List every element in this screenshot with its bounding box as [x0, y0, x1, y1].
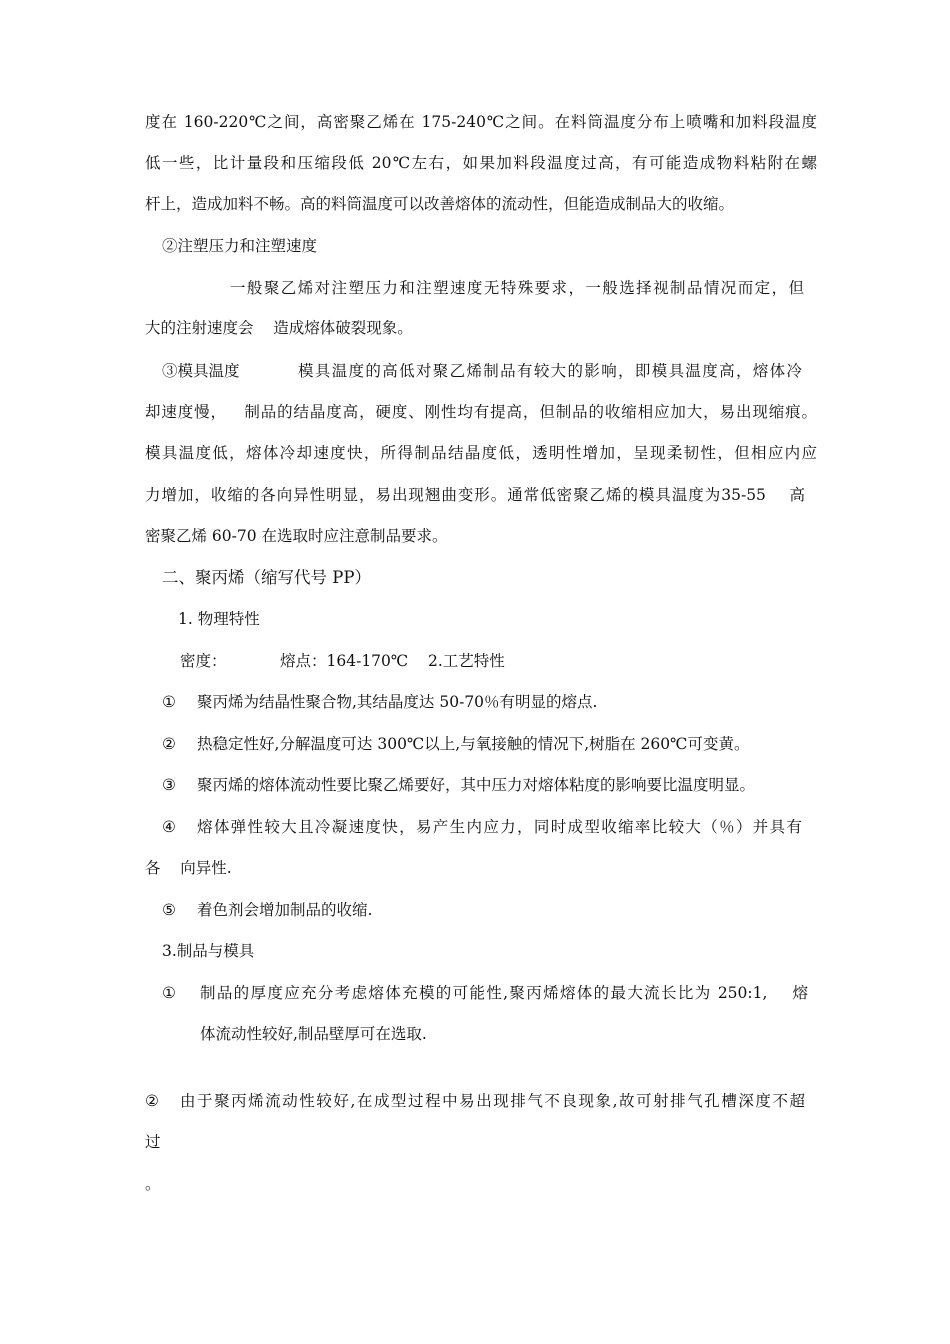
pressure-speed-line-1: 一般聚乙烯对注塑压力和注塑速度无特殊要求，一般选择视制品情况而定，但 — [230, 279, 804, 297]
density-label: 密度： — [180, 652, 227, 670]
product-2-number: ② — [145, 1092, 159, 1110]
product-1-line-1: 制品的厚度应充分考虑熔体充模的可能性,聚丙烯熔体的最大流长比为 250:1, 熔 — [200, 984, 808, 1002]
item-1-number: ① — [162, 693, 176, 711]
pressure-speed-heading: ②注塑压力和注塑速度 — [162, 237, 318, 255]
melting-point-text: 熔点：164-170℃ 2.工艺特性 — [280, 652, 505, 670]
product-2-line-2: 过 — [145, 1133, 161, 1151]
item-5-number: ⑤ — [162, 901, 176, 919]
item-3-text: 聚丙烯的熔体流动性要比聚乙烯要好，其中压力对熔体粘度的影响要比温度明显。 — [197, 776, 756, 794]
item-4-text: 熔体弹性较大且冷凝速度快，易产生内应力，同时成型收缩率比较大（％）并具有 — [197, 818, 802, 836]
pe-barrel-temp-line-2: 低一些，比计量段和压缩段低 20℃左右，如果加料段温度过高，有可能造成物料粘附在螺 — [145, 154, 817, 172]
item-4-number: ④ — [162, 818, 176, 836]
item-1-text: 聚丙烯为结晶性聚合物,其结晶度达 50-70％有明显的熔点. — [197, 693, 598, 711]
item-4-continuation: 各 向异性. — [145, 859, 232, 877]
mold-temp-line-3: 模具温度低，熔体冷却速度快，所得制品结晶度低，透明性增加，呈现柔韧性，但相应内应 — [145, 444, 817, 462]
item-2-text: 热稳定性好,分解温度可达 300℃以上,与氧接触的情况下,树脂在 260℃可变黄。 — [197, 735, 750, 753]
item-2-number: ② — [162, 735, 176, 753]
products-mold-heading: 3.制品与模具 — [162, 942, 255, 960]
mold-temp-heading: ③模具温度 — [162, 362, 240, 380]
product-1-number: ① — [162, 984, 176, 1002]
item-3-number: ③ — [162, 776, 176, 794]
product-2-line-3: 。 — [145, 1175, 161, 1193]
mold-temp-line-2: 却速度慢， 制品的结晶度高，硬度、刚性均有提高，但制品的收缩相应加大，易出现缩痕。 — [145, 403, 817, 421]
pressure-speed-line-2: 大的注射速度会 造成熔体破裂现象。 — [145, 319, 413, 337]
physical-properties-heading: 1. 物理特性 — [178, 610, 260, 628]
pe-barrel-temp-line-3: 杆上，造成加料不畅。高的料筒温度可以改善熔体的流动性，但能造成制品大的收缩。 — [145, 195, 735, 213]
pp-section-title: 二、聚丙烯（缩写代号 PP） — [162, 568, 371, 587]
pe-barrel-temp-line-1: 度在 160-220℃之间，高密聚乙烯在 175-240℃之间。在料筒温度分布上喷嘴和加料段温度 — [145, 113, 817, 131]
item-5-text: 着色剂会增加制品的收缩. — [197, 901, 373, 919]
mold-temp-line-1: 模具温度的高低对聚乙烯制品有较大的影响，即模具温度高，熔体冷 — [298, 362, 802, 380]
mold-temp-line-4: 力增加，收缩的各向异性明显，易出现翘曲变形。通常低密聚乙烯的模具温度为35-55 高 — [145, 486, 805, 504]
product-1-line-2: 体流动性较好,制品壁厚可在选取. — [200, 1025, 427, 1043]
mold-temp-line-5: 密聚乙烯 60-70 在选取时应注意制品要求。 — [145, 527, 448, 545]
product-2-line-1: 由于聚丙烯流动性较好,在成型过程中易出现排气不良现象,故可射排气孔槽深度不超 — [180, 1092, 805, 1110]
